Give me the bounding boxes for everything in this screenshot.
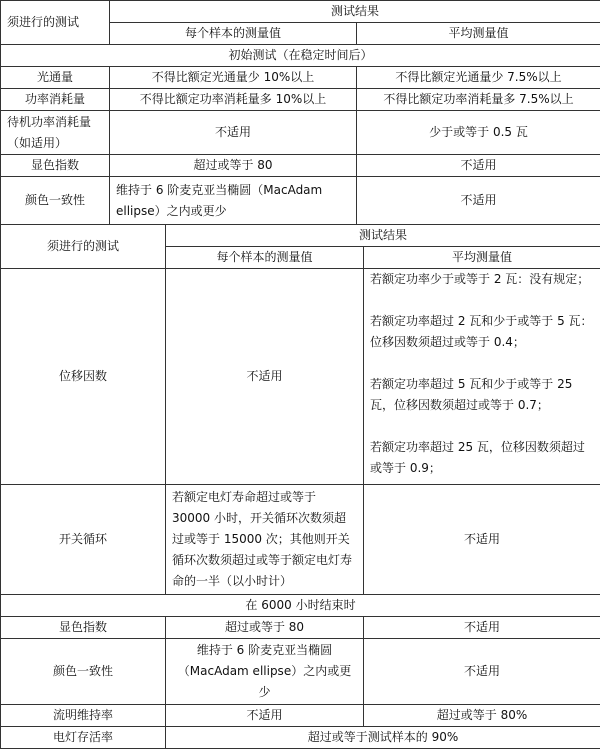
row-average-value: 不适用 bbox=[364, 617, 600, 639]
row-item: 显色指数 bbox=[1, 617, 166, 639]
table-row bbox=[1, 111, 600, 155]
row-average-value: 不得比额定光通量少 7.5%以上 bbox=[357, 67, 600, 89]
additional-test-table bbox=[0, 224, 600, 749]
table-row bbox=[1, 177, 600, 225]
row-item: 光通量 bbox=[1, 67, 110, 89]
row-item: 电灯存活率 bbox=[1, 727, 166, 749]
table-row-survival bbox=[1, 727, 600, 749]
table-row bbox=[1, 89, 600, 111]
header-average: 平均测量值 bbox=[364, 247, 600, 269]
row-average-value: 不适用 bbox=[364, 639, 600, 705]
header-test-result: 测试结果 bbox=[166, 225, 600, 247]
section-6000-hours: 在 6000 小时结束时 bbox=[1, 595, 600, 617]
row-item: 颜色一致性 bbox=[1, 177, 110, 225]
row-sample-value: 维持于 6 阶麦克亚当椭圆（MacAdam ellipse）之内或更少 bbox=[166, 639, 364, 705]
displacement-factor-rules bbox=[364, 269, 600, 485]
row-item: 开关循环 bbox=[1, 485, 166, 595]
row-sample-value: 不适用 bbox=[110, 111, 357, 155]
row-sample-value: 超过或等于 80 bbox=[110, 155, 357, 177]
table-row bbox=[1, 639, 600, 705]
header-row bbox=[1, 1, 600, 23]
table-row-displacement-factor bbox=[1, 269, 600, 485]
pf-rule-4: 若额定功率超过 25 瓦，位移因数须超过或等于 0.9； bbox=[370, 437, 594, 479]
section-initial-test: 初始测试（在稳定时间后） bbox=[1, 45, 600, 67]
header-test-item: 须进行的测试 bbox=[1, 225, 166, 269]
row-item: 颜色一致性 bbox=[1, 639, 166, 705]
table-row bbox=[1, 705, 600, 727]
row-item: 待机功率消耗量（如适用） bbox=[1, 111, 110, 155]
row-item: 流明维持率 bbox=[1, 705, 166, 727]
row-sample-value: 若额定电灯寿命超过或等于 30000 小时，开关循环次数须超过或等于 15000 次；其他则开关循环次数须超过或等于额定电灯寿命的一半（以小时计） bbox=[166, 485, 364, 595]
row-sample-value: 不适用 bbox=[166, 705, 364, 727]
row-item: 位移因数 bbox=[1, 269, 166, 485]
table-row-switching-cycle bbox=[1, 485, 600, 595]
row-average-value: 不适用 bbox=[357, 155, 600, 177]
header-average: 平均测量值 bbox=[357, 23, 600, 45]
header-per-sample: 每个样本的测量值 bbox=[166, 247, 364, 269]
row-sample-value: 不得比额定光通量少 10%以上 bbox=[110, 67, 357, 89]
pf-rule-2: 若额定功率超过 2 瓦和少于或等于 5 瓦：位移因数须超过或等于 0.4； bbox=[370, 311, 594, 353]
row-sample-value: 维持于 6 阶麦克亚当椭圆（MacAdam ellipse）之内或更少 bbox=[110, 177, 357, 225]
row-sample-value: 不适用 bbox=[166, 269, 364, 485]
header-row bbox=[1, 225, 600, 247]
row-survival-value: 超过或等于测试样本的 90% bbox=[166, 727, 600, 749]
initial-test-table bbox=[0, 0, 600, 225]
table-row bbox=[1, 155, 600, 177]
section-row-6000h bbox=[1, 595, 600, 617]
table-row bbox=[1, 617, 600, 639]
row-average-value: 超过或等于 80% bbox=[364, 705, 600, 727]
section-row-initial bbox=[1, 45, 600, 67]
header-per-sample: 每个样本的测量值 bbox=[110, 23, 357, 45]
row-average-value: 少于或等于 0.5 瓦 bbox=[357, 111, 600, 155]
row-average-value: 不适用 bbox=[357, 177, 600, 225]
row-average-value: 不适用 bbox=[364, 485, 600, 595]
row-item: 显色指数 bbox=[1, 155, 110, 177]
row-average-value: 不得比额定功率消耗量多 7.5%以上 bbox=[357, 89, 600, 111]
table-row bbox=[1, 67, 600, 89]
header-test-result: 测试结果 bbox=[110, 1, 600, 23]
row-sample-value: 超过或等于 80 bbox=[166, 617, 364, 639]
row-item: 功率消耗量 bbox=[1, 89, 110, 111]
row-sample-value: 不得比额定功率消耗量多 10%以上 bbox=[110, 89, 357, 111]
header-test-item: 须进行的测试 bbox=[1, 1, 110, 45]
pf-rule-1: 若额定功率少于或等于 2 瓦：没有规定； bbox=[370, 269, 594, 290]
pf-rule-3: 若额定功率超过 5 瓦和少于或等于 25 瓦，位移因数须超过或等于 0.7； bbox=[370, 374, 594, 416]
